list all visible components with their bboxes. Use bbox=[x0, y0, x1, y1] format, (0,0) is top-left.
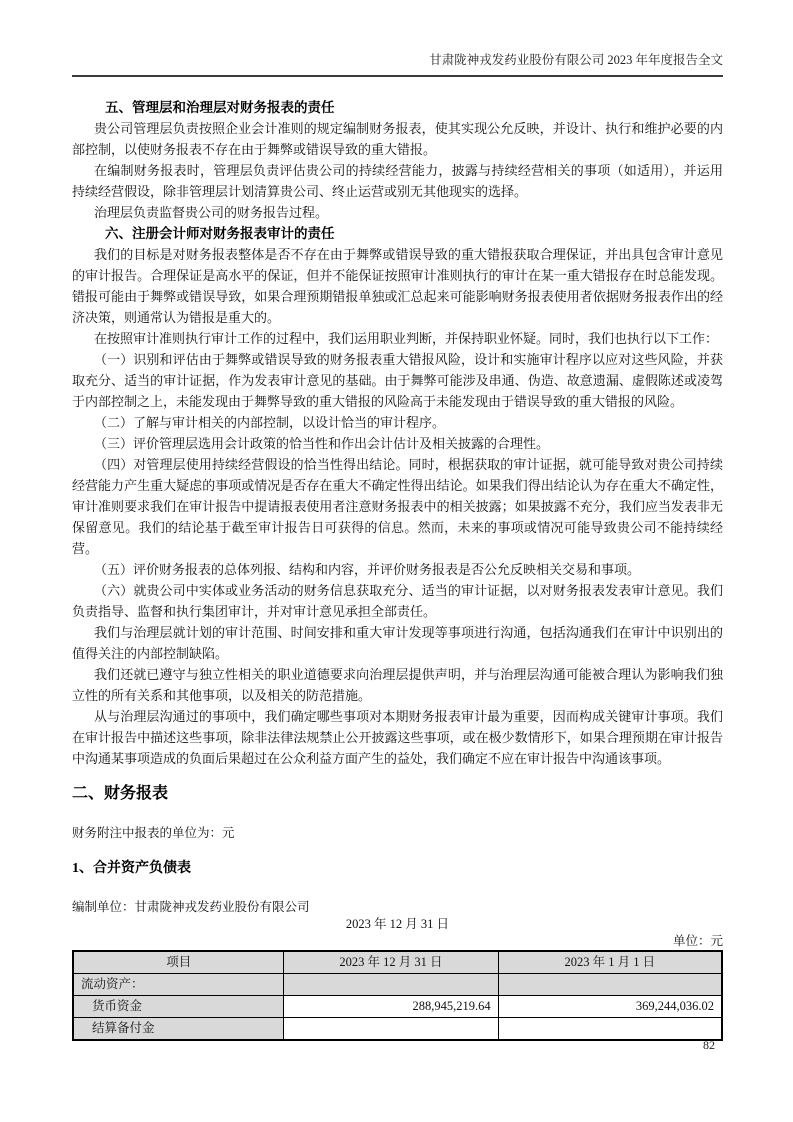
document-body bbox=[72, 97, 723, 1041]
row-value-prior: 369,244,036.02 bbox=[498, 996, 722, 1018]
paragraph: 在编制财务报表时，管理层负责评估贵公司的持续经营能力，披露与持续经营相关的事项（如适用），并运用持续经营假设，除非管理层计划清算贵公司、终止运营或别无其他现实的选择。 bbox=[72, 163, 723, 199]
row-value-current bbox=[284, 1018, 498, 1041]
row-value-prior bbox=[498, 1018, 722, 1041]
paragraph: 我们的目标是对财务报表整体是否不存在由于舞弊或错误导致的重大错报获取合理保证，并出具包含审计意见的审计报告。合理保证是高水平的保证，但并不能保证按照审计准则执行的审计在某一重大错报存在时总能发现。错报可能由于舞弊或错误导致，如果合理预期错报单独或汇总起来可能影响财务报表使用者依据财务报表作出的经济决策，则通常认为错报是重大的。 bbox=[72, 247, 723, 325]
paragraph: 治理层负责监督贵公司的财务报告过程。 bbox=[94, 205, 329, 220]
table-row bbox=[73, 974, 722, 996]
paragraph: （二）了解与审计相关的内部控制，以设计恰当的审计程序。 bbox=[94, 415, 446, 430]
paragraph: （一）识别和评估由于舞弊或错误导致的财务报表重大错报风险，设计和实施审计程序以应对这些风险，并获取充分、适当的审计证据，作为发表审计意见的基础。由于舞弊可能涉及串通、伪造、故意遗漏、虚假陈述或凌驾于内部控制之上，未能发现由于舞弊导致的重大错报的风险高于未能发现由于错误导致的重大错报的风险。 bbox=[72, 352, 723, 409]
statement-unit-note: 财务附注中报表的单位为：元 bbox=[72, 826, 235, 840]
section-2-financial-statements-title: 二、财务报表 bbox=[72, 785, 169, 802]
row-label-settlement-reserves: 结算备付金 bbox=[73, 1018, 284, 1041]
row-label-current-assets: 流动资产： bbox=[73, 974, 284, 996]
paragraph: 在按照审计准则执行审计工作的过程中，我们运用职业判断，并保持职业怀疑。同时，我们也执行以下工作： bbox=[94, 331, 719, 346]
section-6-title: 六、注册会计师对财务报表审计的责任 bbox=[105, 226, 335, 241]
paragraph: 我们与治理层就计划的审计范围、时间安排和重大审计发现等事项进行沟通，包括沟通我们在审计中识别出的值得关注的内部控制缺陷。 bbox=[72, 625, 723, 661]
balance-sheet-table bbox=[72, 950, 723, 1041]
balance-sheet-meta bbox=[72, 899, 723, 950]
paragraph: （三）评价管理层选用会计政策的恰当性和作出会计估计及相关披露的合理性。 bbox=[94, 436, 550, 451]
prepared-by: 编制单位：甘肃陇神戎发药业股份有限公司 bbox=[72, 900, 310, 914]
table-header-row bbox=[73, 951, 722, 974]
page-number: 82 bbox=[703, 1038, 715, 1052]
column-header-prior-period: 2023 年 1 月 1 日 bbox=[498, 951, 722, 974]
row-value-prior bbox=[498, 974, 722, 996]
report-header-title: 甘肃陇神戎发药业股份有限公司 2023 年年度报告全文 bbox=[72, 52, 723, 77]
row-value-current bbox=[284, 974, 498, 996]
statement-date: 2023 年 12 月 31 日 bbox=[345, 917, 450, 931]
unit-label: 单位：元 bbox=[672, 934, 723, 948]
paragraph: 贵公司管理层负责按照企业会计准则的规定编制财务报表，使其实现公允反映，并设计、执行和维护必要的内部控制，以使财务报表不存在由于舞弊或错误导致的重大错报。 bbox=[72, 121, 723, 157]
section-5-title: 五、管理层和治理层对财务报表的责任 bbox=[105, 100, 335, 115]
paragraph: 我们还就已遵守与独立性相关的职业道德要求向治理层提供声明，并与治理层沟通可能被合理认为影响我们独立性的所有关系和其他事项，以及相关的防范措施。 bbox=[72, 667, 723, 703]
row-label-monetary-funds: 货币资金 bbox=[73, 996, 284, 1018]
document-header bbox=[72, 0, 723, 77]
paragraph: （四）对管理层使用持续经营假设的恰当性得出结论。同时，根据获取的审计证据，就可能导致对贵公司持续经营能力产生重大疑虑的事项或情况是否存在重大不确定性得出结论。如果我们得出结论认为存在重大不确定性，审计准则要求我们在审计报告中提请报表使用者注意财务报表中的相关披露；如果披露不充分，我们应当发表非无保留意见。我们的结论基于截至审计报告日可获得的信息。然而，未来的事项或情况可能导致贵公司不能持续经营。 bbox=[72, 457, 723, 556]
column-header-item: 项目 bbox=[73, 951, 284, 974]
column-header-current-period: 2023 年 12 月 31 日 bbox=[284, 951, 498, 974]
table-row bbox=[73, 996, 722, 1018]
paragraph: 从与治理层沟通过的事项中，我们确定哪些事项对本期财务报表审计最为重要，因而构成关键审计事项。我们在审计报告中描述这些事项，除非法律法规禁止公开披露这些事项，或在极少数情形下，如果合理预期在审计报告中沟通某事项造成的负面后果超过在公众利益方面产生的益处，我们确定不应在审计报告中沟通该事项。 bbox=[72, 709, 723, 766]
row-value-current: 288,945,219.64 bbox=[284, 996, 498, 1018]
paragraph: （六）就贵公司中实体或业务活动的财务信息获取充分、适当的审计证据，以对财务报表发表审计意见。我们负责指导、监督和执行集团审计，并对审计意见承担全部责任。 bbox=[72, 583, 723, 619]
subsection-1-balance-sheet-title: 1、合并资产负债表 bbox=[72, 861, 191, 876]
table-row bbox=[73, 1018, 722, 1041]
paragraph: （五）评价财务报表的总体列报、结构和内容，并评价财务报表是否公允反映相关交易和事项。 bbox=[94, 562, 641, 577]
